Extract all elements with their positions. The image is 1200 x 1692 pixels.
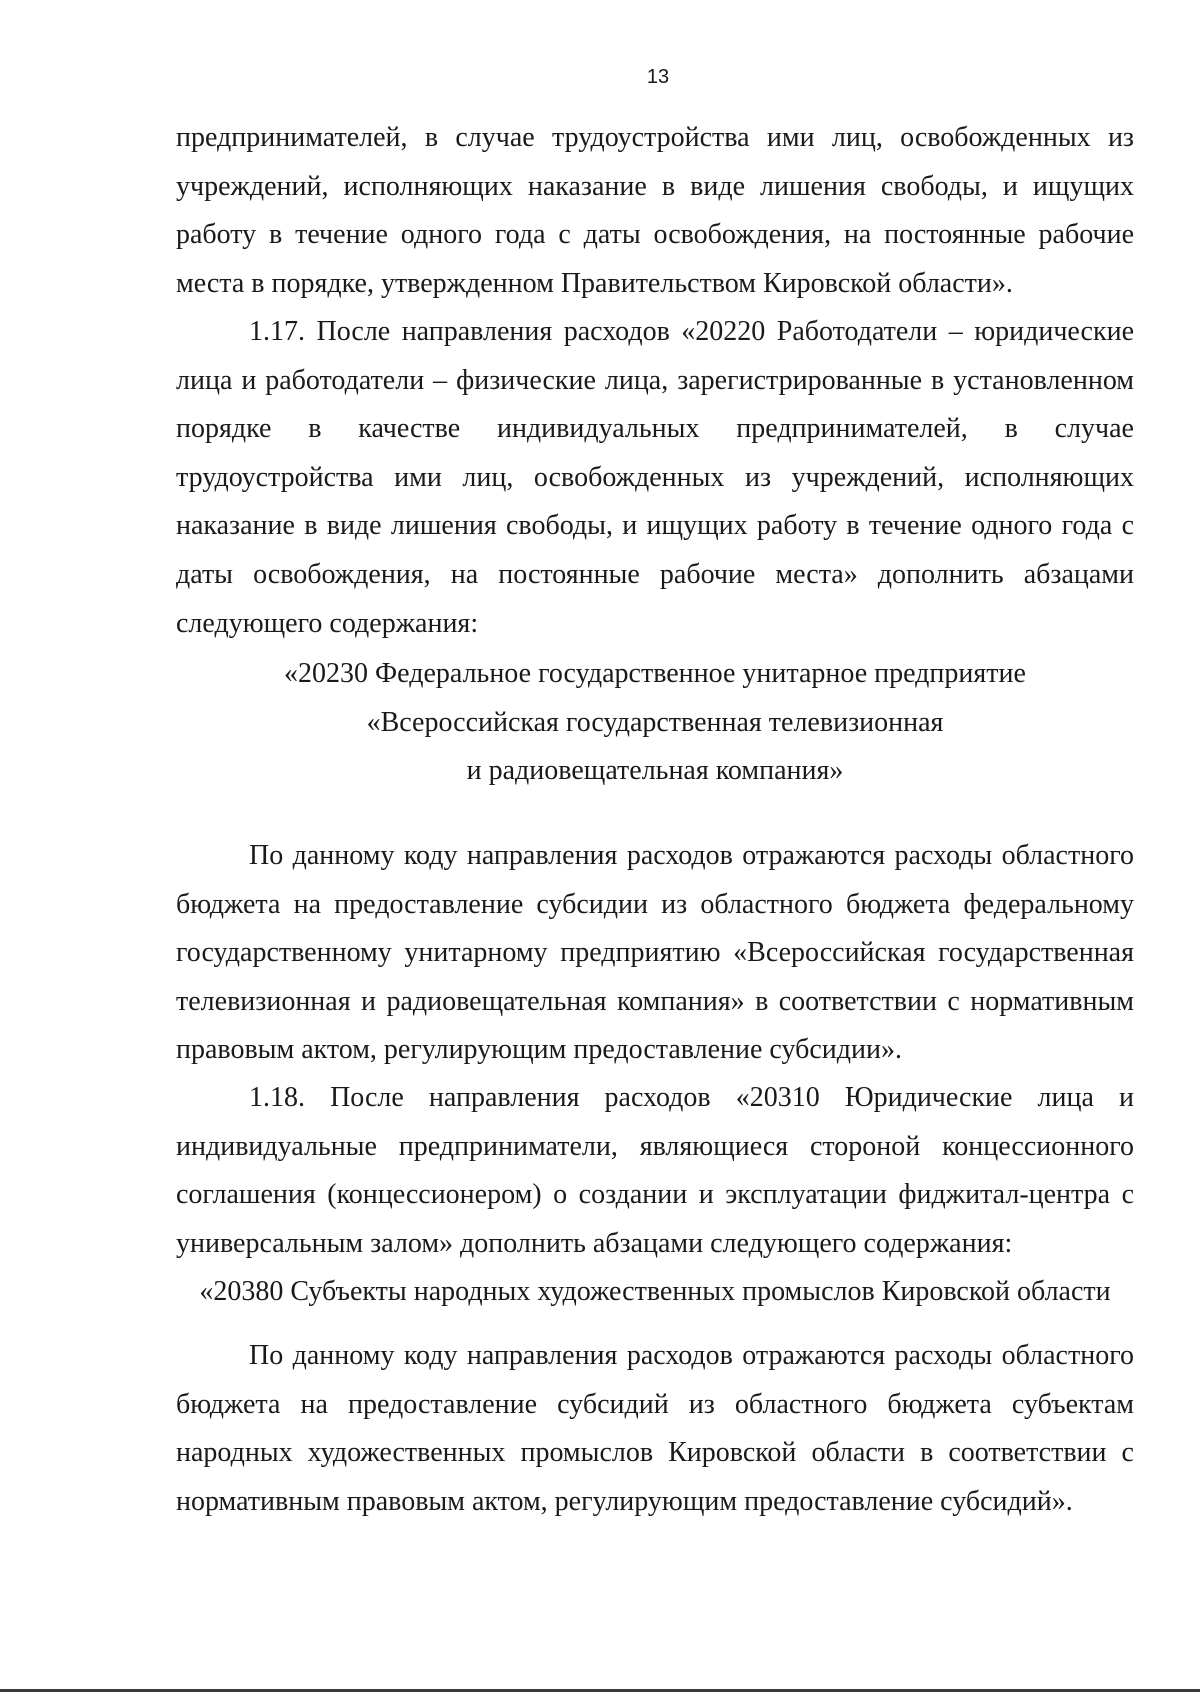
text-line: порядке в качестве индивидуальных предпринимателей, в случае — [176, 413, 1134, 445]
paragraph-code-20380-description — [176, 1332, 1134, 1526]
text-line: даты освобождения, на постоянные рабочие места» дополнить абзацами — [176, 558, 1134, 590]
page-number: 13 — [646, 66, 670, 88]
text-line: бюджета на предоставление субсидии из областного бюджета федеральному — [176, 888, 1134, 920]
text-line: наказание в виде лишения свободы, и ищущих работу в течение одного года с — [176, 510, 1134, 542]
text-line: трудоустройства ими лиц, освобожденных из учреждений, исполняющих — [176, 461, 1134, 493]
text-line: универсальным залом» дополнить абзацами следующего содержания: — [176, 1227, 1013, 1259]
text-line: предпринимателей, в случае трудоустройства ими лиц, освобожденных из — [176, 122, 1134, 153]
text-line: места в порядке, утвержденном Правительством Кировской области». — [176, 267, 1013, 299]
paragraph-item-1-18 — [176, 1074, 1134, 1268]
text-line: 1.17. После направления расходов «20220 Работодатели – юридические — [249, 316, 1134, 347]
code-heading-20230 — [176, 650, 1134, 796]
text-line: работу в течение одного года с даты освобождения, на постоянные рабочие — [176, 219, 1134, 251]
text-line: правовым актом, регулирующим предоставление субсидии». — [176, 1034, 902, 1066]
heading-line: и радиовещательная компания» — [466, 755, 844, 787]
text-line: следующего содержания: — [176, 607, 479, 639]
paragraph-item-1-17 — [176, 308, 1134, 648]
paragraph-continuation — [176, 114, 1134, 308]
paragraph-code-20230-description — [176, 832, 1134, 1075]
heading-line: «20230 Федеральное государственное унитарное предприятие — [284, 658, 1026, 689]
heading-line: «Всероссийская государственная телевизионная — [366, 706, 944, 738]
code-heading-20380 — [176, 1268, 1134, 1317]
text-line: По данному коду направления расходов отражаются расходы областного — [249, 1340, 1134, 1371]
text-line: народных художественных промыслов Кировской области в соответствии с — [176, 1437, 1134, 1469]
text-line: государственному унитарному предприятию «Всероссийская государственная — [176, 937, 1134, 969]
text-line: нормативным правовым актом, регулирующим предоставление субсидий». — [176, 1485, 1073, 1517]
heading-line: «20380 Субъекты народных художественных промыслов Кировской области — [199, 1276, 1111, 1307]
text-line: учреждений, исполняющих наказание в виде лишения свободы, и ищущих — [176, 170, 1134, 202]
text-line: бюджета на предоставление субсидий из областного бюджета субъектам — [176, 1388, 1134, 1420]
text-line: индивидуальные предприниматели, являющиеся стороной концессионного — [176, 1130, 1134, 1162]
text-line: телевизионная и радиовещательная компания» в соответствии с нормативным — [176, 985, 1134, 1017]
text-line: соглашения (концессионером) о создании и эксплуатации фиджитал-центра с — [176, 1179, 1134, 1211]
text-line: 1.18. После направления расходов «20310 Юридические лица и — [249, 1082, 1134, 1113]
text-line: лица и работодатели – физические лица, зарегистрированные в установленном — [176, 364, 1134, 396]
text-line: По данному коду направления расходов отражаются расходы областного — [249, 840, 1134, 871]
